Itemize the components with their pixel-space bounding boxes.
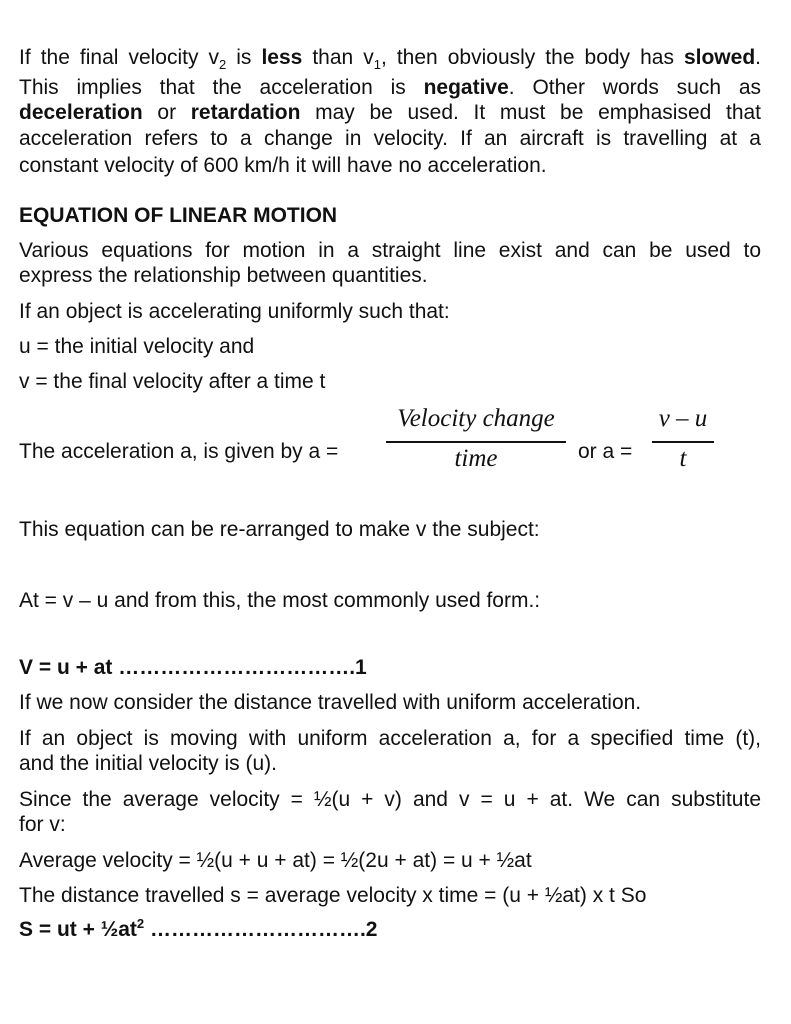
fraction-v-minus-u-over-t: [652, 405, 714, 475]
para5-line2: If an object is moving with uniform acceleration a, for a specified time (t),: [19, 727, 761, 750]
para5-line5: for v:: [19, 813, 66, 836]
fraction-velocity-change-over-time: [386, 405, 566, 475]
para2-line2: express the relationship between quantities.: [19, 264, 428, 287]
para2-line5: v = the final velocity after a time t: [19, 370, 326, 393]
para1-line5: constant velocity of 600 km/h it will have no acceleration.: [19, 154, 547, 177]
fraction1-bar: [386, 441, 566, 443]
fraction2-numerator: v – u: [658, 405, 708, 432]
fraction1-numerator: Velocity change: [397, 405, 555, 432]
para5-line3: and the initial velocity is (u).: [19, 752, 277, 775]
para1-line1: If the final velocity $v_2$ is less than $v_1$, then obviously the body has slowed.: [19, 46, 761, 73]
para2-line4: u = the initial velocity and: [19, 335, 255, 358]
equation3: S = ut + $\frac{1}{2}at^2$ ………………………….2: [19, 916, 378, 941]
para4: At = v – u and from this, the most commonly used form.:: [19, 589, 541, 612]
equation1-or-label: or a =: [578, 440, 633, 463]
para1-line4: acceleration refers to a change in velocity. If an aircraft is travelling at a: [19, 127, 761, 150]
fraction2-denominator: t: [679, 445, 687, 472]
equation1-label: The acceleration a, is given by a =: [19, 440, 339, 463]
para1-line2: This implies that the acceleration is negative. Other words such as: [19, 76, 762, 99]
para5-line4: Since the average velocity = ½(u + v) and v = u + at. We can substitute: [19, 788, 761, 811]
para5-line1: If we now consider the distance travelled with uniform acceleration.: [19, 691, 642, 714]
fraction1-denominator: time: [454, 445, 498, 472]
para1-line3: deceleration or retardation may be used. It must be emphasised that: [19, 101, 762, 124]
para2-line3: If an object is accelerating uniformly such that:: [19, 300, 450, 323]
section-heading: EQUATION OF LINEAR MOTION: [19, 204, 338, 227]
para5-line7: The distance travelled s = average velocity x time = (u + ½at) x t So: [19, 884, 647, 907]
para3: This equation can be re-arranged to make v the subject:: [19, 518, 540, 541]
fraction2-bar: [652, 441, 714, 443]
para5-line6: Average velocity = ½(u + u + at) = ½(2u + at) = u + ½at: [19, 849, 532, 872]
para2-line1: Various equations for motion in a straight line exist and can be used to: [19, 239, 761, 262]
equation2: V = u + at …………………………….1: [19, 656, 367, 679]
